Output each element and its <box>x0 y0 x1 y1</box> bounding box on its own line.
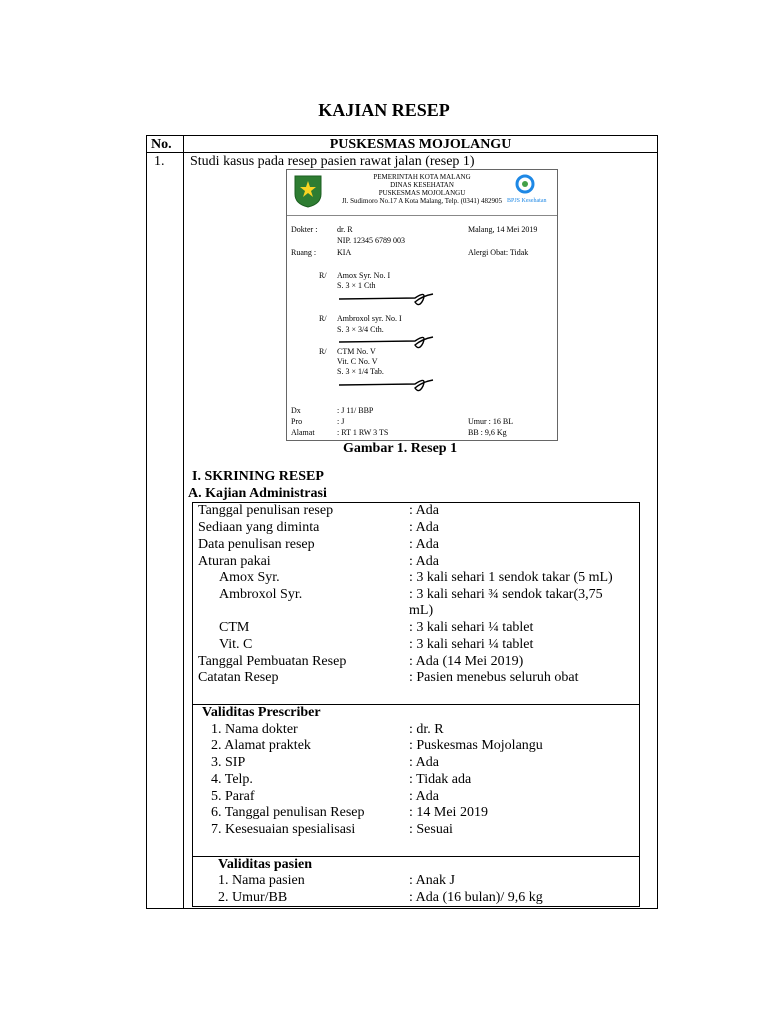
patient-label: 2. Umur/BB <box>218 890 288 905</box>
admin-label: Catatan Resep <box>198 670 279 685</box>
admin-value: : 3 kali sehari ¼ tablet <box>409 637 534 652</box>
rx-header-line-2: DINAS KESEHATAN <box>390 181 454 189</box>
admin-label: CTM <box>219 620 250 635</box>
admin-label: Tanggal penulisan resep <box>198 503 334 518</box>
case-description: Studi kasus pada resep pasien rawat jalan (resep 1) <box>190 154 475 169</box>
prescriber-title: Validitas Prescriber <box>202 705 321 720</box>
rx-header-separator <box>287 215 557 216</box>
section-skrining-resep: I. SKRINING RESEP <box>192 469 324 484</box>
admin-value: : Ada <box>409 554 439 569</box>
prescriber-label: 1. Nama dokter <box>211 722 298 737</box>
bpjs-logo-icon <box>513 173 537 195</box>
bpjs-logo-text: BPJS Kesehatan <box>507 198 547 204</box>
admin-value: : Ada (14 Mei 2019) <box>409 654 524 669</box>
rx-pro-value: : J <box>337 417 345 426</box>
rx-bb: BB : 9,6 Kg <box>468 428 507 437</box>
rx-dokter-value: dr. R <box>337 225 353 234</box>
admin-label: Vit. C <box>219 637 253 652</box>
rx-item-2-line-2: S. 3 × 3/4 Cth. <box>337 325 384 334</box>
prescriber-value: : Sesuai <box>409 822 453 837</box>
rx-alamat-value: : RT 1 RW 3 TS <box>337 428 389 437</box>
admin-label: Amox Syr. <box>219 570 280 585</box>
rx-ruang-value: KIA <box>337 248 352 257</box>
patient-title: Validitas pasien <box>218 857 313 872</box>
header-no: No. <box>151 137 172 152</box>
patient-label: 1. Nama pasien <box>218 873 305 888</box>
rx-umur: Umur : 16 BL <box>468 417 514 426</box>
header-puskesmas: PUSKESMAS MOJOLANGU <box>329 137 512 152</box>
rx-dx-label: Dx <box>291 406 301 415</box>
prescriber-value: : dr. R <box>409 722 444 737</box>
table-border-top <box>146 135 658 136</box>
admin-label: Tanggal Pembuatan Resep <box>198 654 347 669</box>
table-column-divider <box>183 135 184 909</box>
rx-item-1-symbol: R/ <box>319 271 327 280</box>
figure-caption: Gambar 1. Resep 1 <box>343 441 458 456</box>
rx-item-3-symbol: R/ <box>319 347 327 356</box>
rx-pro-label: Pro <box>291 417 303 426</box>
patient-value: : Anak J <box>409 873 455 888</box>
inner-box-right <box>639 502 640 907</box>
prescriber-value: : Tidak ada <box>409 772 472 787</box>
rx-item-2-line-1: Ambroxol syr. No. I <box>337 314 402 323</box>
prescriber-value: : Puskesmas Mojolangu <box>409 738 543 753</box>
admin-value: : Ada <box>409 503 439 518</box>
prescriber-label: 6. Tanggal penulisan Resep <box>211 805 365 820</box>
prescriber-label: 2. Alamat praktek <box>211 738 311 753</box>
prescriber-label: 7. Kesesuaian spesialisasi <box>211 822 356 837</box>
prescriber-label: 3. SIP <box>211 755 246 770</box>
admin-value: : Ada <box>409 537 439 552</box>
rx-item-1-paraf-icon <box>337 288 437 310</box>
admin-value: : 3 kali sehari ¾ sendok takar(3,75 <box>409 587 603 602</box>
admin-label: Data penulisan resep <box>198 537 315 552</box>
rx-item-3-paraf-icon <box>337 374 437 396</box>
rx-header-line-4: Jl. Sudimoro No.17 A Kota Malang, Telp. (0341) 482905 <box>342 197 502 205</box>
table-border-right <box>657 135 658 909</box>
rx-item-1-line-1: Amox Syr. No. I <box>337 271 391 280</box>
admin-value: : 3 kali sehari 1 sendok takar (5 mL) <box>409 570 613 585</box>
row-number: 1. <box>154 154 165 169</box>
rx-dokter-label: Dokter : <box>291 225 318 234</box>
admin-value: : 3 kali sehari ¼ tablet <box>409 620 534 635</box>
rx-nip: NIP. 12345 6789 003 <box>337 236 406 245</box>
prescription-image <box>286 169 558 441</box>
section-kajian-administrasi: A. Kajian Administrasi <box>188 486 327 501</box>
rx-alergi: Alergi Obat: Tidak <box>468 248 529 257</box>
rx-date: Malang, 14 Mei 2019 <box>468 225 538 234</box>
rx-item-3-line-1: CTM No. V <box>337 347 376 356</box>
prescriber-value: : Ada <box>409 755 439 770</box>
admin-label: Ambroxol Syr. <box>219 587 303 602</box>
page-title: KAJIAN RESEP <box>318 100 450 120</box>
admin-value: : Ada <box>409 520 439 535</box>
rx-ruang-label: Ruang : <box>291 248 317 257</box>
rx-header-line-1: PEMERINTAH KOTA MALANG <box>373 173 471 181</box>
table-border-left <box>146 135 147 909</box>
prescriber-label: 5. Paraf <box>211 789 255 804</box>
inner-box-left <box>192 502 193 907</box>
prescriber-label: 4. Telp. <box>211 772 253 787</box>
admin-label: Aturan pakai <box>198 554 271 569</box>
admin-value-continued: mL) <box>409 603 434 618</box>
admin-label: Sediaan yang diminta <box>198 520 320 535</box>
rx-item-1-line-2: S. 3 × 1 Cth <box>337 281 376 290</box>
rx-header-line-3: PUSKESMAS MOJOLANGU <box>378 189 466 197</box>
rx-item-2-symbol: R/ <box>319 314 327 323</box>
rx-item-3-line-3: S. 3 × 1/4 Tab. <box>337 367 384 376</box>
patient-value: : Ada (16 bulan)/ 9,6 kg <box>409 890 543 905</box>
rx-alamat-label: Alamat <box>291 428 315 437</box>
rx-item-3-line-2: Vit. C No. V <box>337 357 378 366</box>
prescriber-value: : 14 Mei 2019 <box>409 805 488 820</box>
table-border-bottom <box>146 908 658 909</box>
rx-dx-value: : J 11/ BBP <box>337 406 374 415</box>
inner-box-bottom <box>192 906 640 907</box>
admin-value: : Pasien menebus seluruh obat <box>409 670 579 685</box>
prescriber-value: : Ada <box>409 789 439 804</box>
